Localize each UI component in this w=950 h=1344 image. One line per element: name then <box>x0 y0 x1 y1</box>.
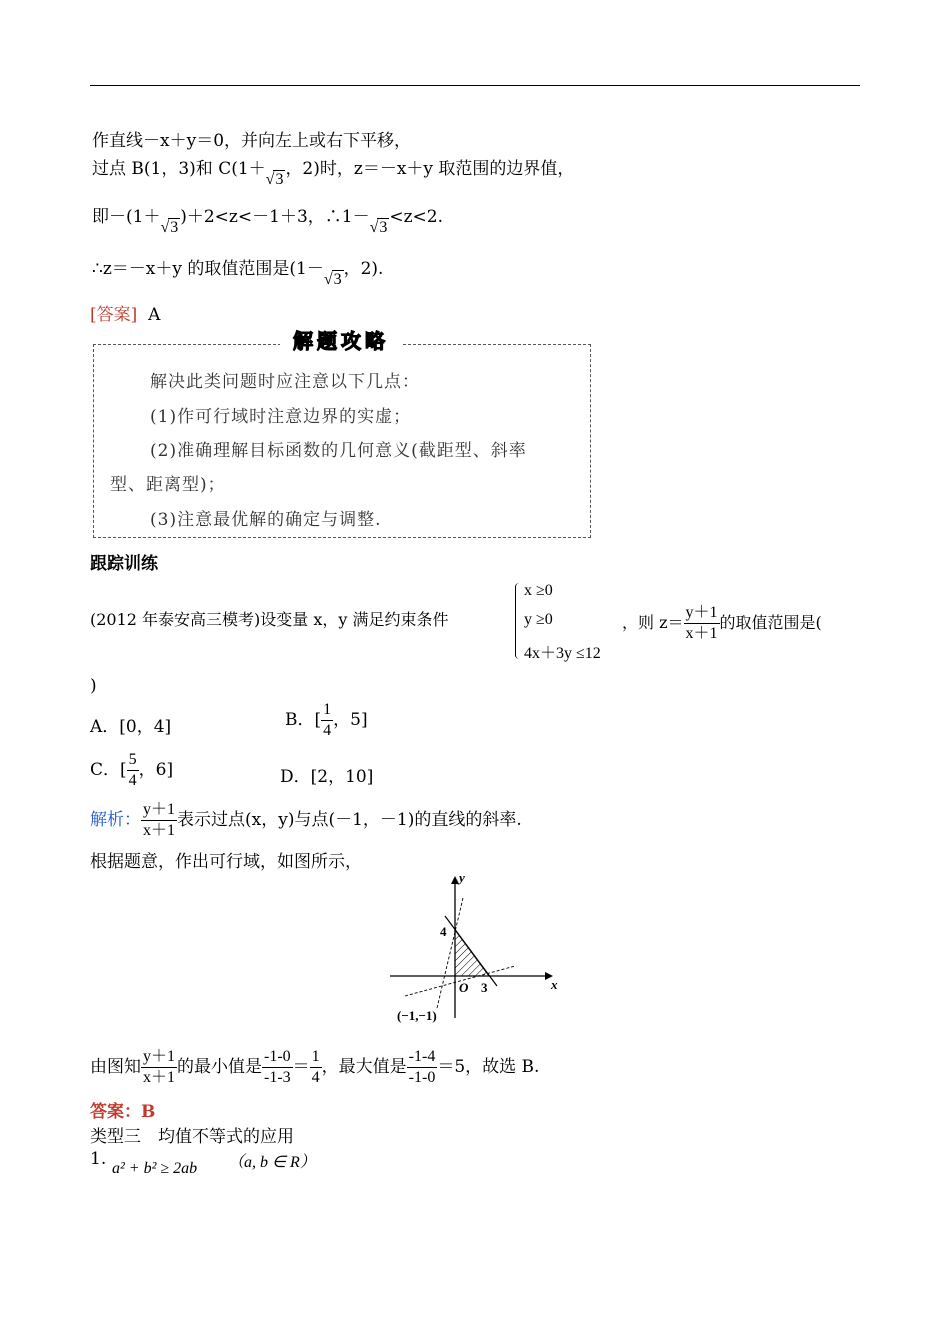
tick-4: 4 <box>440 924 447 939</box>
objective-prefix: ，则 z＝ <box>622 613 684 632</box>
option-c: C．[ $\frac{5}{4}$ ，6] <box>90 751 174 789</box>
answer-2: 答案：B <box>90 1102 156 1122</box>
problem-objective <box>622 603 822 644</box>
y-axis-arrow <box>451 876 459 884</box>
option-b: B．[ $\frac{1}{4}$ ，5] <box>285 701 368 739</box>
text-line-3 <box>92 202 444 236</box>
type3-heading: 类型三 均值不等式的应用 <box>90 1127 294 1147</box>
header-rule <box>90 85 860 86</box>
sqrt-3: √3 <box>369 219 388 236</box>
tip-line-5: (3)注意最优解的确定与调整. <box>150 510 382 530</box>
tick-3: 3 <box>481 980 488 995</box>
tip-line-1: 解决此类问题时应注意以下几点： <box>150 372 420 392</box>
sqrt-3: √3 <box>265 171 284 188</box>
analysis-fraction: $\frac{y+1}{x+1}$ <box>143 801 176 839</box>
line4-part-a: ∴z＝－x＋y 的取值范围是(1－ <box>92 259 324 279</box>
result-line: 由图知 $\frac{y+1}{x+1}$ 的最小值是 $\frac{-1-0}{-1-3}$ ＝ $\frac{1}{4}$ ，最大值是 $\frac{-1-4}{-1-0}$ ＝5，故选 B. <box>90 1048 540 1086</box>
y-axis-label: y <box>459 870 465 885</box>
text-line-2 <box>92 154 575 188</box>
item-1-number: 1. <box>90 1149 107 1169</box>
problem-close: ) <box>90 676 97 696</box>
line3-part-a: 即－(1＋ <box>92 207 161 227</box>
line2-prefix: 过点 B(1，3)和 C(1＋ <box>92 159 266 179</box>
sqrt-3: √3 <box>323 271 342 288</box>
analysis-line-2: 根据题意，作出可行域，如图所示， <box>90 852 362 872</box>
answer-label: [答案] <box>90 305 138 325</box>
constraint-2: y ≥0 <box>524 611 553 628</box>
option-d: D．[2，10] <box>280 767 374 787</box>
problem-stem: (2012 年泰安高三模考)设变量 x，y 满足约束条件 <box>90 610 449 629</box>
option-a: A．[0，4] <box>90 717 172 737</box>
tip-line-3: (2)准确理解目标函数的几何意义(截距型、斜率 <box>150 441 527 461</box>
x-axis-label: x <box>551 977 558 992</box>
line3-part-c: <z<2. <box>389 207 444 227</box>
objective-fraction: $\frac{y+1}{x+1}$ <box>685 604 718 642</box>
analysis-label: 解析： <box>90 810 141 830</box>
answer-1 <box>90 300 160 325</box>
min-fraction: $\frac{-1-0}{-1-3}$ <box>264 1048 291 1086</box>
objective-suffix: 的取值范围是( <box>719 613 822 632</box>
option-c-fraction: $\frac{5}{4}$ <box>128 751 137 789</box>
tip-line-4: 型、距离型)； <box>110 475 226 495</box>
feasible-region-graph <box>385 868 565 1028</box>
point-label: (−1,−1) <box>397 1008 437 1023</box>
answer-value: A <box>148 305 161 325</box>
line4-part-b: ，2). <box>343 259 384 279</box>
text-line-4 <box>92 254 384 288</box>
line2-suffix: ，2)时，z＝－x＋y 取范围的边界值， <box>285 159 575 179</box>
section-title: 跟踪训练 <box>90 554 158 574</box>
text-line-1: 作直线－x＋y＝0，并向左上或右下平移， <box>92 131 412 151</box>
constraint-1: x ≥0 <box>524 582 553 599</box>
constraint-brace <box>515 583 522 659</box>
max-fraction: $\frac{-1-4}{-1-0}$ <box>408 1048 436 1086</box>
item-1-condition: （a, b ∈ R） <box>228 1154 316 1171</box>
sqrt-3: √3 <box>160 219 179 236</box>
analysis-text: 表示过点(x，y)与点(－1，－1)的直线的斜率. <box>177 810 522 830</box>
min-value-fraction: $\frac{1}{4}$ <box>311 1048 320 1086</box>
constraint-3: 4x＋3y ≤12 <box>524 645 601 662</box>
origin-label: O <box>459 980 469 995</box>
tips-title: 解题攻略 <box>280 328 402 354</box>
result-fraction: $\frac{y+1}{x+1}$ <box>143 1048 176 1086</box>
line3-part-b: )＋2<z<－1＋3，∴1－ <box>180 207 370 227</box>
item-1-formula: a² + b² ≥ 2ab <box>112 1160 198 1177</box>
option-b-fraction: $\frac{1}{4}$ <box>323 701 332 739</box>
analysis-line-1 <box>90 800 522 841</box>
tip-line-2: (1)作可行域时注意边界的实虚； <box>150 407 412 427</box>
